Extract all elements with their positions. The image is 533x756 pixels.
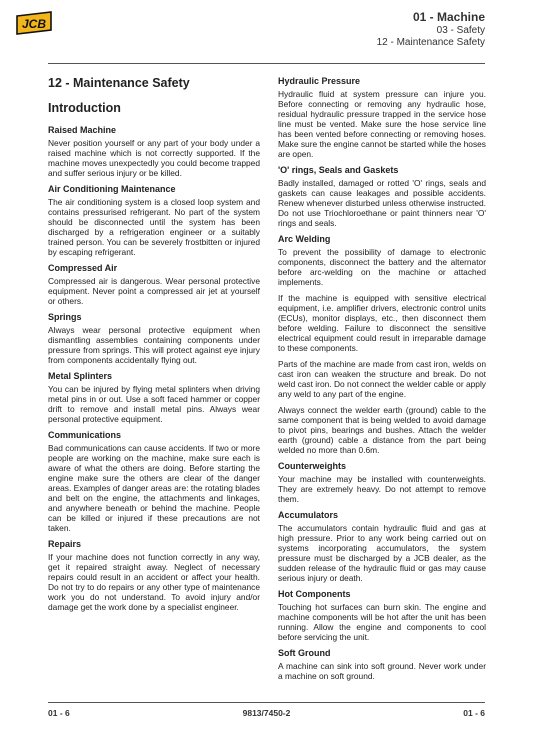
paragraph: Hydraulic fluid at system pressure can injure you. Before connecting or removing any hydraulic hose, residual hydraulic pressure trapped in the service hose line must be vented. Make sure the hose service line has been vented before connecting or removing hoses. Make sure the engine cannot be started while the hoses are open.: [278, 89, 486, 159]
paragraph: Touching hot surfaces can burn skin. The engine and machine components will be hot after the unit has been running. Allow the engine and components to cool before servicing the unit.: [278, 602, 486, 642]
section-heading-o-rings-seals-and-gaskets: 'O' rings, Seals and Gaskets: [278, 165, 399, 175]
logo-text: JCB: [21, 17, 47, 31]
section-heading-soft-ground: Soft Ground: [278, 648, 331, 658]
paragraph: Compressed air is dangerous. Wear personal protective equipment. Never point a compressed air jet at yourself or others.: [48, 276, 260, 306]
page-header: [377, 10, 485, 49]
section-heading-raised-machine: Raised Machine: [48, 125, 117, 135]
section-heading-metal-splinters: Metal Splinters: [48, 371, 113, 381]
subsection-title: 12 - Maintenance Safety: [376, 37, 485, 48]
paragraph: To prevent the possibility of damage to electronic components, disconnect the battery and the alternator before arc-welding on the machine or attached implements.: [278, 247, 486, 287]
paragraph: Always connect the welder earth (ground) cable to the same component that is being welded to avoid damage to pivot pins, bearings and bushes. Attach the welder earth (ground) cable a distance from the part being welded no more than 0.6m.: [278, 405, 486, 455]
jcb-logo: [14, 10, 54, 36]
section-heading-springs: Springs: [48, 312, 82, 322]
section-heading-compressed-air: Compressed Air: [48, 263, 118, 273]
page-title: 12 - Maintenance Safety: [48, 76, 190, 90]
paragraph: Never position yourself or any part of your body under a raised machine which is not correctly supported. If the machine moves unexpectedly you could become trapped and suffer serious injury or be killed.: [48, 138, 260, 178]
paragraph: Parts of the machine are made from cast iron, welds on cast iron can weaken the structure and break. Do not weld cast iron. Do not connect the welder cable or apply any weld to any part of the engine.: [278, 359, 486, 399]
paragraph: Your machine may be installed with counterweights. They are extremely heavy. Do not attempt to remove them.: [278, 474, 486, 504]
chapter-title: 01 - Machine: [412, 10, 485, 24]
page-number-left: 01 - 6: [48, 708, 70, 718]
document-number: 9813/7450-2: [242, 708, 291, 718]
section-heading-hot-components: Hot Components: [278, 589, 351, 599]
paragraph: Badly installed, damaged or rotted 'O' rings, seals and gaskets can cause leakages and possible accidents. Renew whenever disturbed unless otherwise instructed. Do not use Triochloroethane or paint thinners near 'O' rings and seals.: [278, 178, 486, 228]
paragraph: Bad communications can cause accidents. If two or more people are working on the machine, make sure each is aware of what the others are doing. Before starting the engine make sure the others are clear of the danger areas. Examples of danger areas are: the rotating blades and belt on the engine, the attachments and linkages, and anywhere beneath or behind the machine. People can be killed or injured if these precautions are not taken.: [48, 443, 260, 533]
right-sections: [278, 76, 486, 681]
paragraph: The accumulators contain hydraulic fluid and gas at high pressure. Prior to any work being carried out on systems incorporating accumulators, the system pressure must be discharged by a JCB dealer, as the sudden release of the hydraulic fluid or gas may cause serious injury or death.: [278, 523, 486, 583]
paragraph: If your machine does not function correctly in any way, get it repaired straight away. Neglect of necessary repairs could result in an accident or affect your health. Do not try to do repairs or any other type of maintenance work you do not understand. To avoid injury and/or damage get the work done by a specialist engineer.: [48, 552, 260, 612]
section-heading-counterweights: Counterweights: [278, 461, 347, 471]
paragraph: The air conditioning system is a closed loop system and contains pressurised refrigerant. No part of the system should be disconnected until the system has been discharged by a refrigeration engineer or a suitably trained person. You can be severely frostbitten or injured by escaping refrigerant.: [48, 197, 260, 257]
section-heading-air-conditioning-maintenance: Air Conditioning Maintenance: [48, 184, 176, 194]
paragraph: A machine can sink into soft ground. Never work under a machine on soft ground.: [278, 661, 486, 681]
paragraph: If the machine is equipped with sensitive electrical equipment, i.e. amplifier drivers, electronic control units (ECUs), monitor displays, etc., then disconnect them before welding. Failure to disconnect the sensitive electrical equipment could result in irreparable damage to these components.: [278, 293, 486, 353]
section-title: 03 - Safety: [436, 25, 485, 36]
paragraph: You can be injured by flying metal splinters when driving metal pins in or out. Use a soft faced hammer or copper drift to remove and install metal pins. Always wear personal protective equipment.: [48, 384, 260, 424]
left-column: [48, 76, 260, 618]
paragraph: Always wear personal protective equipment when dismantling assemblies containing components under pressure from springs. This will protect against eye injury from components accidentally flying out.: [48, 325, 260, 365]
section-heading-repairs: Repairs: [48, 539, 82, 549]
page-number-right: 01 - 6: [463, 708, 485, 718]
right-column: [278, 76, 486, 687]
page-subtitle: Introduction: [48, 101, 121, 115]
left-sections: [48, 125, 260, 612]
section-heading-accumulators: Accumulators: [278, 510, 339, 520]
section-heading-hydraulic-pressure: Hydraulic Pressure: [278, 76, 361, 86]
section-heading-arc-welding: Arc Welding: [278, 234, 331, 244]
header-divider: [48, 63, 485, 64]
footer-divider: [48, 702, 485, 703]
section-heading-communications: Communications: [48, 430, 122, 440]
